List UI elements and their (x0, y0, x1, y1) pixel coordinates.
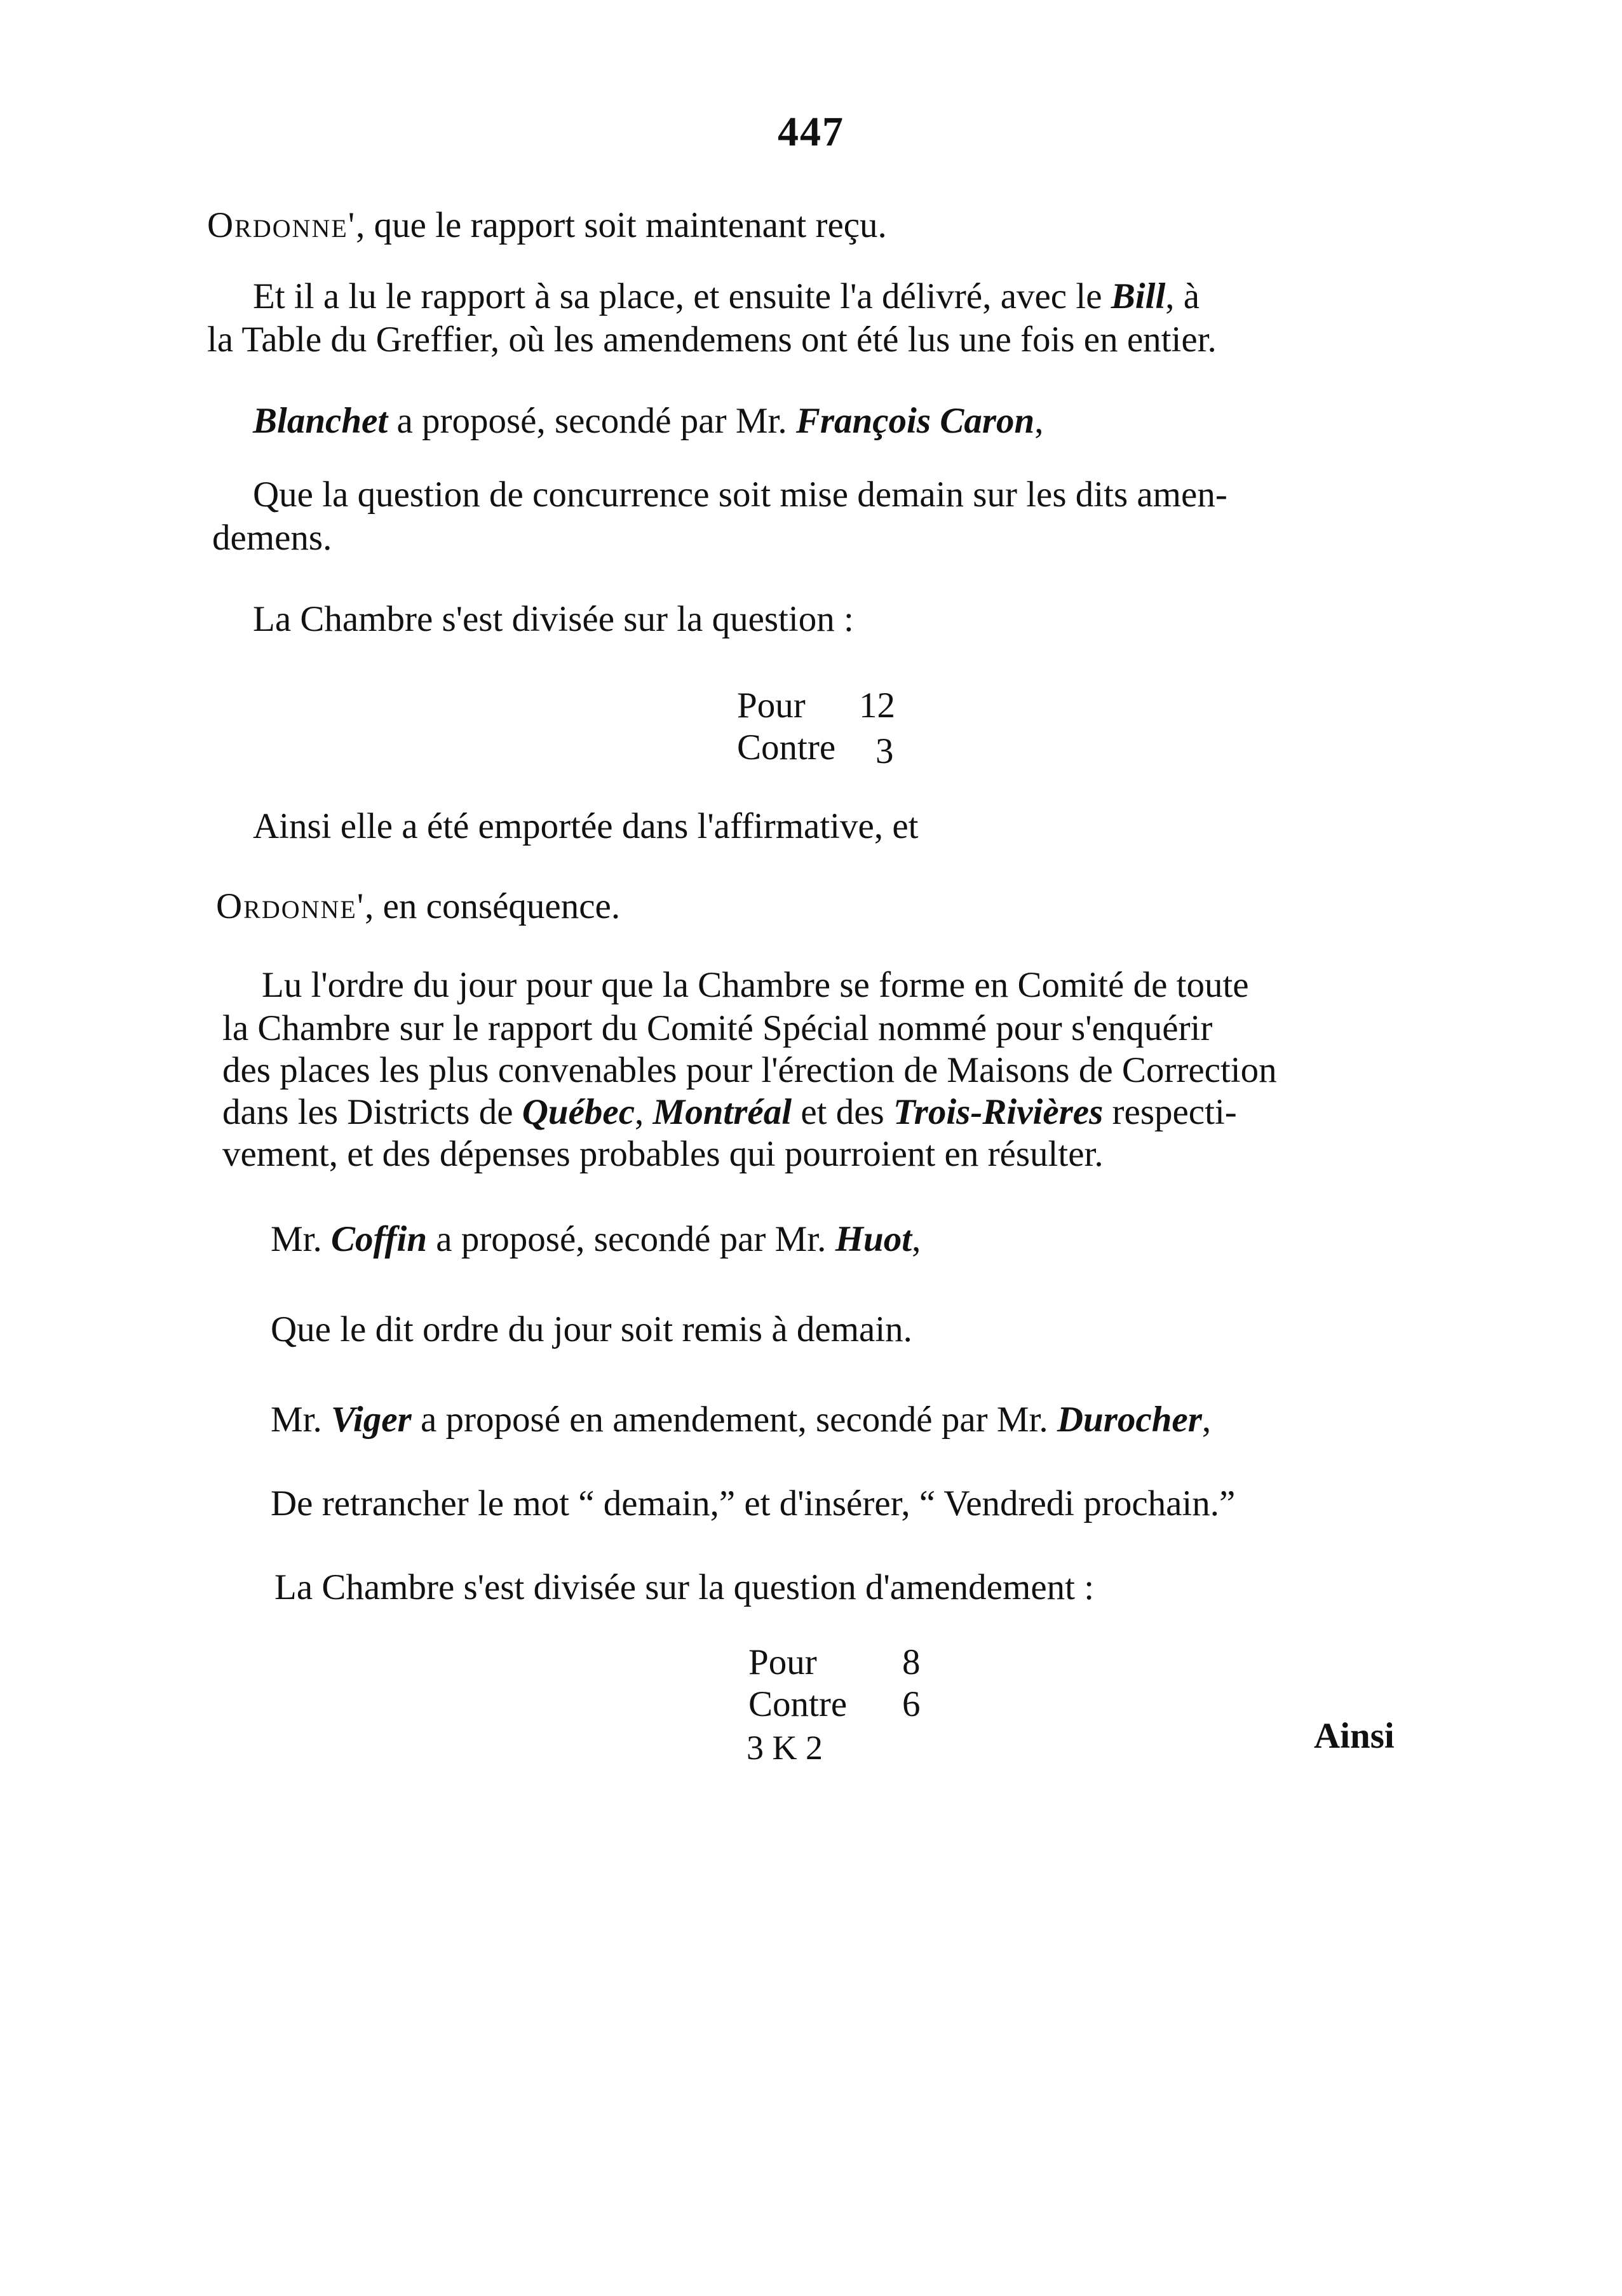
text-span: , (635, 1092, 653, 1132)
text-span: la Table du Greffier, où les amendemens ont été lus une fois en entier. (207, 320, 1217, 360)
member-name: Coffin (331, 1219, 428, 1259)
text-span: et des (792, 1092, 893, 1132)
text-span: dans les Districts de (222, 1092, 522, 1132)
paragraph-ordonne-consequence (216, 886, 620, 928)
member-name: Huot (835, 1219, 912, 1259)
text-span: a proposé, secondé par Mr. (388, 401, 796, 441)
text-span: La Chambre s'est divisée sur la question d'amendement : (274, 1567, 1095, 1607)
ordre-du-jour-line-2 (222, 1008, 1212, 1050)
text-span: la Chambre sur le rapport du Comité Spécial nommé pour s'enquérir (222, 1008, 1213, 1048)
text-span: , (1034, 401, 1044, 441)
bill-word: Bill (1111, 276, 1166, 316)
text-span: Que la question de concurrence soit mise demain sur les dits amen- (253, 475, 1227, 515)
text-span: respecti- (1103, 1092, 1237, 1132)
signature-mark: 3 K 2 (747, 1729, 823, 1767)
text-span: a proposé, secondé par Mr. (427, 1219, 835, 1259)
text-span: a proposé en amendement, secondé par Mr. (411, 1400, 1057, 1440)
vote-contre-label: Contre (737, 727, 836, 767)
text-span: , en conséquence. (365, 886, 621, 926)
paragraph-rapport-line-2 (207, 319, 1217, 361)
page-number: 447 (778, 109, 844, 155)
motion-remis-demain (271, 1309, 912, 1351)
ordonne-word: Ordonne' (216, 886, 365, 926)
member-name: François Caron (795, 401, 1035, 441)
ordre-du-jour-line-4 (222, 1091, 1237, 1133)
vote-pour-value: 12 (859, 685, 895, 726)
ordre-du-jour-line-5 (222, 1133, 1104, 1175)
question-concurrence-line-1 (253, 474, 1227, 516)
text-span: Et il a lu le rapport à sa place, et ensuite l'a délivré, avec le (253, 276, 1111, 316)
vote-pour-value: 8 (902, 1642, 921, 1682)
text-span: Mr. (271, 1400, 332, 1440)
catchword: Ainsi (1314, 1716, 1395, 1756)
member-name: Durocher (1057, 1400, 1202, 1440)
motion-blanchet (253, 400, 1043, 442)
division-statement-1 (253, 598, 854, 640)
ordre-du-jour-line-3 (222, 1050, 1277, 1091)
text-span: Lu l'ordre du jour pour que la Chambre se forme en Comité de toute (262, 965, 1249, 1005)
motion-coffin (271, 1219, 921, 1260)
place-name: Montréal (652, 1092, 792, 1132)
text-span: des places les plus convenables pour l'érection de Maisons de Correction (222, 1050, 1277, 1090)
place-name: Trois-Rivières (893, 1092, 1104, 1132)
amendement-text (271, 1483, 1235, 1525)
member-name: Viger (331, 1400, 412, 1440)
text-span: La Chambre s'est divisée sur la question : (253, 599, 854, 639)
text-span: , que le rapport soit maintenant reçu. (356, 205, 887, 245)
text-span: , à (1165, 276, 1200, 316)
vote-contre-value: 3 (875, 731, 894, 771)
ordre-du-jour-line-1 (262, 964, 1249, 1006)
motion-viger (271, 1399, 1211, 1441)
paragraph-rapport-line-1 (253, 276, 1200, 318)
place-name: Québec (522, 1092, 635, 1132)
text-span: Ainsi elle a été emportée dans l'affirmative, et (253, 806, 919, 846)
text-span: Que le dit ordre du jour soit remis à demain. (271, 1309, 912, 1349)
text-span: demens. (212, 518, 332, 558)
ordonne-word: Ordonne' (207, 205, 356, 245)
vote-pour-label: Pour (748, 1642, 817, 1682)
result-statement-1 (253, 806, 918, 847)
division-statement-2 (274, 1567, 1094, 1609)
text-span: , (1201, 1400, 1212, 1440)
member-name: Blanchet (253, 401, 388, 441)
text-span: Mr. (271, 1219, 332, 1259)
paragraph-ordonne-recu (207, 205, 887, 246)
vote-contre-label: Contre (748, 1684, 848, 1724)
vote-contre-value: 6 (902, 1684, 921, 1724)
question-concurrence-line-2 (212, 517, 332, 559)
text-span: De retrancher le mot “ demain,” et d'insérer, “ Vendredi prochain.” (271, 1483, 1236, 1523)
text-span: vement, et des dépenses probables qui pourroient en résulter. (222, 1134, 1104, 1174)
vote-pour-label: Pour (737, 685, 806, 726)
text-span: , (912, 1219, 921, 1259)
